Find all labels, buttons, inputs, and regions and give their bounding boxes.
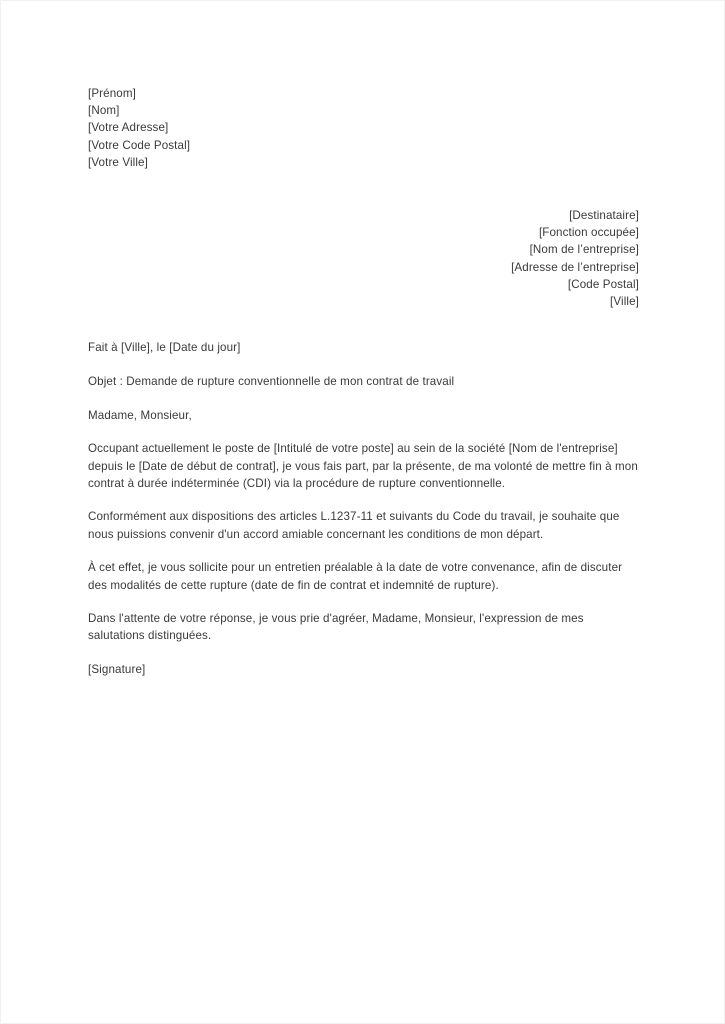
recipient-city: [Ville]	[610, 295, 639, 309]
sender-street-address: [Votre Adresse]	[88, 121, 169, 135]
recipient-address-block	[88, 207, 639, 310]
sender-last-name: [Nom]	[88, 104, 120, 118]
sender-address-block	[88, 85, 639, 171]
letter-content	[88, 85, 639, 678]
recipient-company-address: [Adresse de l’entreprise]	[511, 260, 639, 274]
recipient-name: [Destinataire]	[569, 209, 639, 223]
sender-first-name: [Prénom]	[88, 87, 136, 100]
body-paragraph-3: À cet effet, je vous sollicite pour un entretien préalable à la date de votre convenance, afin de discuter des modalités de cette rupture (date de fin de contrat et indemnité de rupture).	[88, 561, 623, 592]
recipient-postal-code: [Code Postal]	[567, 277, 639, 291]
recipient-company-name: [Nom de l’entreprise]	[529, 243, 639, 257]
recipient-job-title: [Fonction occupée]	[538, 226, 639, 240]
body-paragraph-1: Occupant actuellement le poste de [Intitulé de votre poste] au sein de la société [Nom de l'entreprise] depuis le [Date de début de contrat], je vous fais part, par la présente, de ma volonté de mettre fin à mon contrat à durée indéterminée (CDI) via la procédure de rupture conventionnelle.	[88, 442, 638, 490]
signature-placeholder: [Signature]	[88, 663, 146, 677]
place-and-date-line: Fait à [Ville], le [Date du jour]	[88, 341, 241, 355]
sender-postal-code: [Votre Code Postal]	[88, 138, 191, 152]
salutation-line: Madame, Monsieur,	[88, 408, 192, 422]
body-paragraph-4: Dans l'attente de votre réponse, je vous prie d'agréer, Madame, Monsieur, l'expression de mes salutations distinguées.	[88, 612, 584, 643]
sender-city: [Votre Ville]	[88, 155, 148, 169]
body-paragraph-2: Conformément aux dispositions des articles L.1237-11 et suivants du Code du travail, je souhaite que nous puissions convenir d'un accord amiable concernant les conditions de mon départ.	[88, 510, 620, 541]
subject-line: Objet : Demande de rupture conventionnelle de mon contrat de travail	[88, 374, 455, 388]
